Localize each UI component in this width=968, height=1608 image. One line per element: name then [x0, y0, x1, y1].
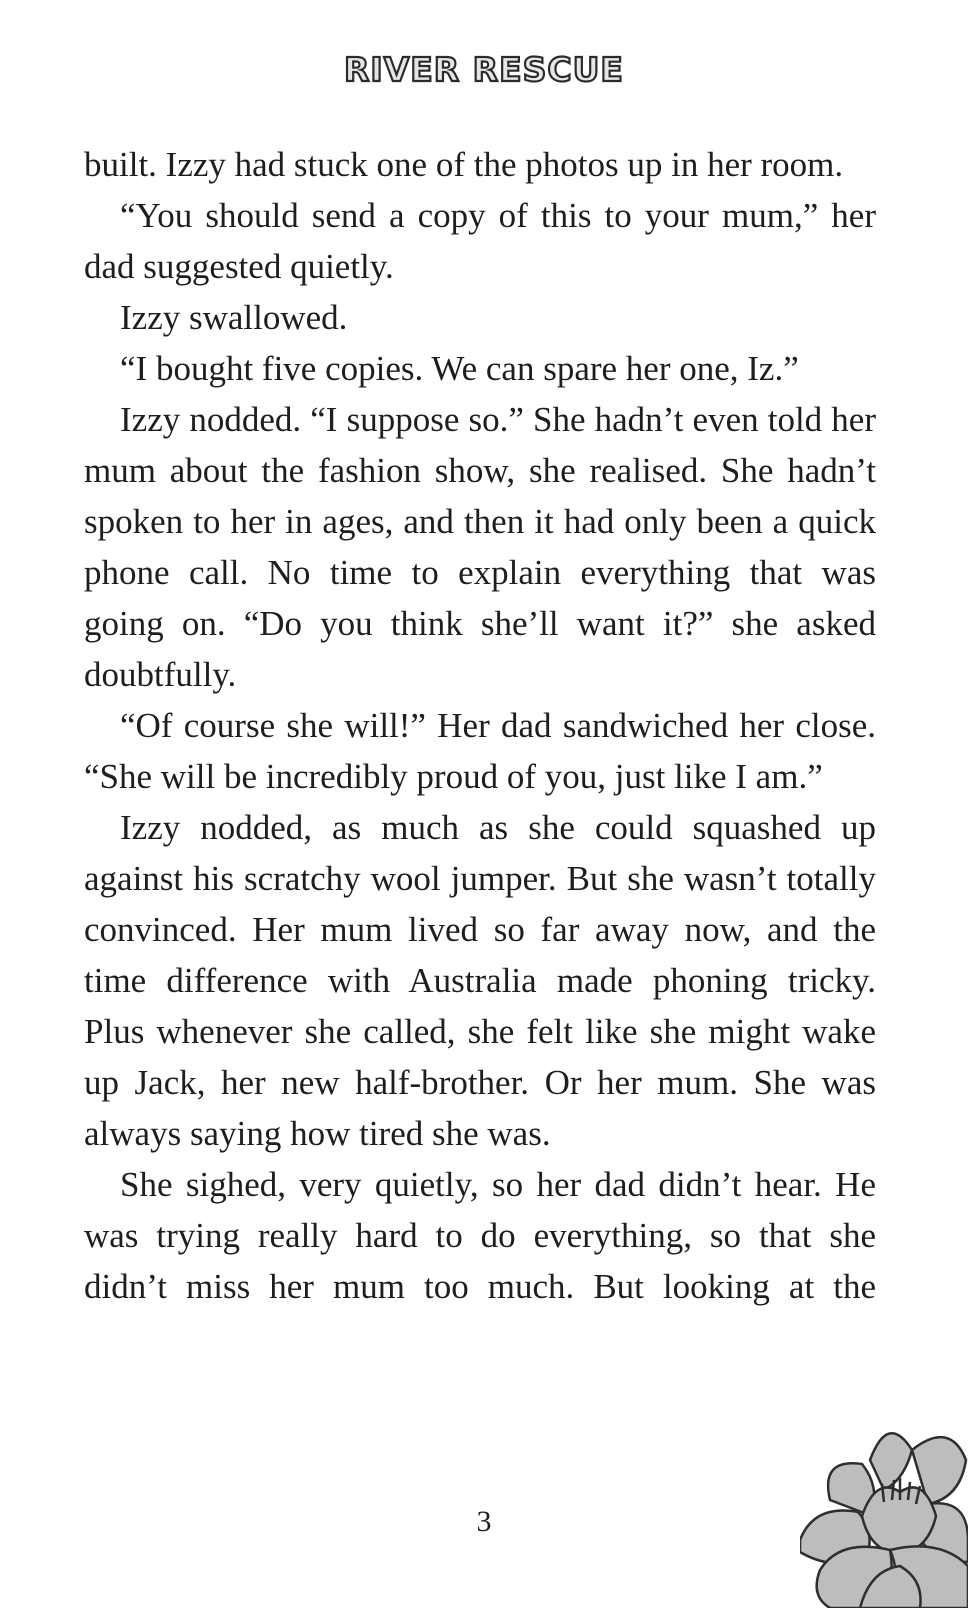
body-text	[84, 139, 876, 1312]
paragraph: built. Izzy had stuck one of the photos up in her room.	[84, 145, 844, 184]
running-head: RIVER RESCUE	[344, 50, 624, 89]
paragraph: “Of course she will!” Her dad sandwiched her close. “She will be incredibly proud of you, just like I am.”	[84, 706, 876, 796]
paragraph: “I bought five copies. We can spare her one, Iz.”	[120, 349, 799, 388]
petal	[870, 1433, 912, 1490]
paragraph: Izzy nodded. “I suppose so.” She hadn’t even told her mum about the fashion show, she realised. She hadn’t spoken to her in ages, and then it had only been a quick phone call. No time to explain everything that was going on. “Do you think she’ll want it?” she asked doubtfully.	[84, 400, 876, 694]
paragraph: “You should send a copy of this to your mum,” her dad suggested quietly.	[84, 196, 876, 286]
page-number: 3	[476, 1505, 492, 1538]
paragraph: Izzy swallowed.	[120, 298, 348, 337]
paragraph: Izzy nodded, as much as she could squashed up against his scratchy wool jumper. But she wasn’t totally convinced. Her mum lived so far away now, and the time difference with Australia made phoning tricky. Plus whenever she called, she felt like she might wake up Jack, her new half-brother. Or her mum. She was always saying how tired she was.	[84, 808, 876, 1153]
lotus-flower-icon	[800, 1420, 968, 1608]
paragraph: She sighed, very quietly, so her dad didn’t hear. He was trying really hard to do everything, so that she didn’t miss her mum too much. But looking at the	[84, 1165, 876, 1306]
